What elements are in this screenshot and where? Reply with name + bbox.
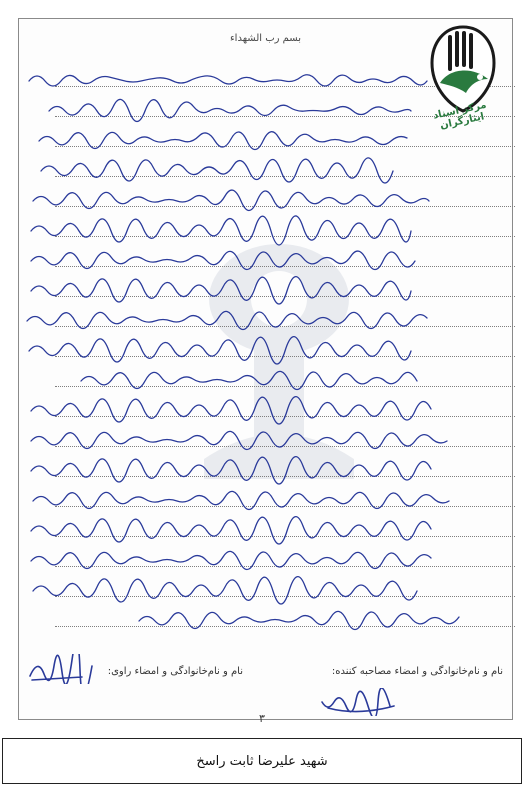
document-page xyxy=(18,18,513,720)
caption-text: شهید علیرضا ثابت راسخ xyxy=(196,753,328,769)
logo-text: مرکز اسناد ایثارگران xyxy=(432,99,488,132)
interviewer-label: نام و نام‌خانوادگی و امضاء مصاحبه کننده: xyxy=(331,666,503,677)
page-heading: بسم رب الشهداء xyxy=(229,33,302,44)
narrator-signature xyxy=(26,654,96,684)
caption-box xyxy=(2,738,522,784)
page-number: ۳ xyxy=(259,712,265,725)
signature-area xyxy=(18,650,511,720)
narrator-label: نام و نام‌خانوادگی و امضاء راوی: xyxy=(107,666,243,677)
